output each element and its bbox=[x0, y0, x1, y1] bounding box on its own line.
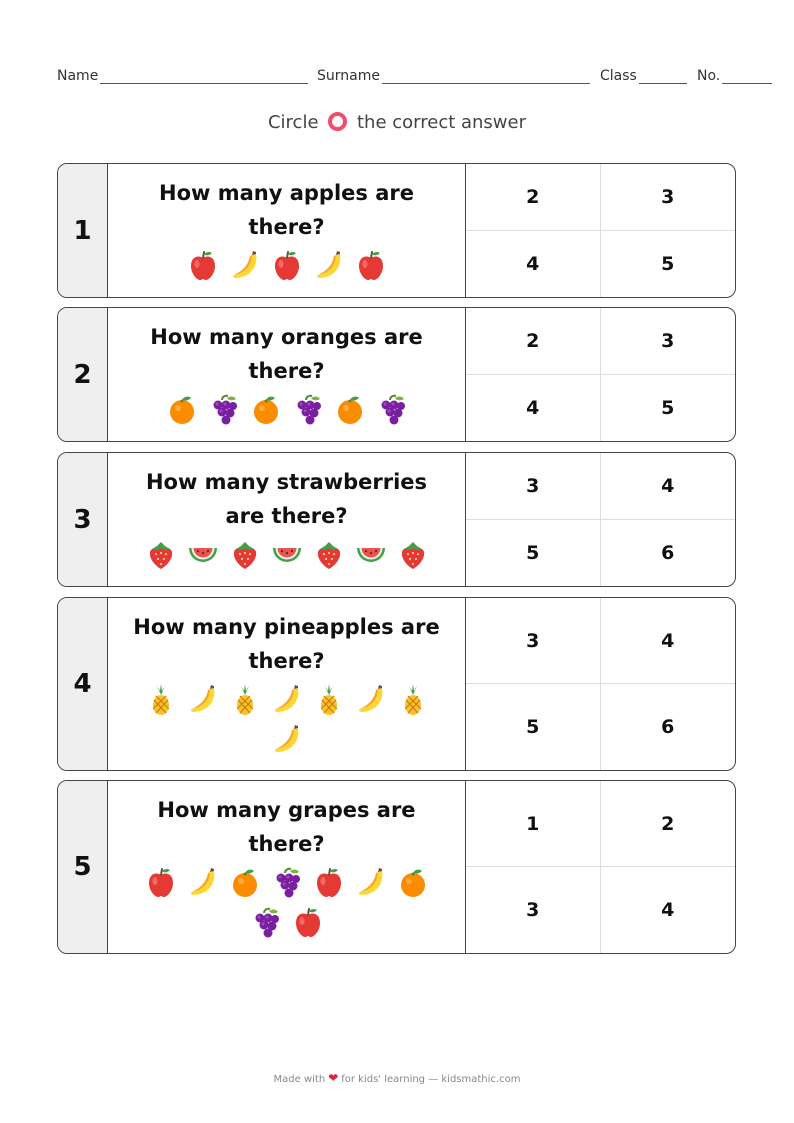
fruit-row bbox=[137, 863, 437, 943]
surname-line[interactable] bbox=[382, 70, 590, 84]
question-number: 1 bbox=[58, 164, 108, 297]
banana-icon bbox=[266, 720, 308, 760]
instruction-after: the correct answer bbox=[356, 112, 527, 133]
question-text: How many grapes are there? bbox=[157, 798, 416, 856]
no-line[interactable] bbox=[722, 70, 772, 84]
strawberry-icon bbox=[224, 535, 266, 575]
pineapple-icon bbox=[308, 680, 350, 720]
answer-option[interactable]: 2 bbox=[601, 781, 736, 867]
answer-option[interactable]: 3 bbox=[601, 164, 736, 231]
fruit-row bbox=[137, 390, 437, 430]
answer-option[interactable]: 4 bbox=[661, 899, 675, 921]
class-field[interactable] bbox=[600, 68, 687, 84]
watermelon-icon bbox=[350, 535, 392, 575]
answer-option[interactable]: 3 bbox=[466, 453, 601, 520]
answer-option[interactable]: 6 bbox=[661, 541, 675, 564]
answer-option[interactable]: 3 bbox=[466, 867, 601, 953]
question-card bbox=[57, 597, 736, 771]
pineapple-icon bbox=[392, 680, 434, 720]
question-number: 4 bbox=[58, 598, 108, 770]
class-label: Class bbox=[600, 68, 637, 84]
grapes-icon bbox=[371, 390, 413, 430]
fruit-row bbox=[137, 535, 437, 575]
question-card bbox=[57, 780, 736, 954]
grapes-icon bbox=[266, 863, 308, 903]
question-card bbox=[57, 163, 736, 298]
answer-grid bbox=[466, 781, 735, 953]
answer-option[interactable]: 5 bbox=[661, 396, 675, 419]
instruction bbox=[0, 112, 794, 133]
question-cell bbox=[108, 598, 466, 770]
circle-icon bbox=[328, 112, 347, 131]
banana-icon bbox=[350, 863, 392, 903]
grapes-icon bbox=[203, 390, 245, 430]
answer-option[interactable]: 3 bbox=[466, 598, 601, 684]
class-line[interactable] bbox=[639, 70, 687, 84]
answer-option[interactable]: 1 bbox=[466, 781, 601, 867]
instruction-before: Circle bbox=[267, 112, 319, 133]
no-label: No. bbox=[697, 68, 721, 84]
answer-option[interactable]: 4 bbox=[466, 375, 601, 442]
question-card bbox=[57, 307, 736, 442]
fruit-row bbox=[137, 680, 437, 760]
question-cell bbox=[108, 308, 466, 441]
banana-icon bbox=[308, 246, 350, 286]
answer-option[interactable]: 6 bbox=[661, 716, 675, 738]
question-text: How many pineapples are there? bbox=[133, 615, 440, 673]
question-number: 5 bbox=[58, 781, 108, 953]
answer-grid bbox=[466, 453, 735, 586]
question-cell bbox=[108, 781, 466, 953]
orange-icon bbox=[329, 390, 371, 430]
pineapple-icon bbox=[140, 680, 182, 720]
strawberry-icon bbox=[140, 535, 182, 575]
question-number: 3 bbox=[58, 453, 108, 586]
grapes-icon bbox=[245, 903, 287, 943]
answer-grid bbox=[466, 164, 735, 297]
apple-icon bbox=[287, 903, 329, 943]
apple-icon bbox=[140, 863, 182, 903]
apple-icon bbox=[182, 246, 224, 286]
answer-option[interactable]: 3 bbox=[601, 308, 736, 375]
answer-option[interactable]: 4 bbox=[601, 598, 736, 684]
question-number: 2 bbox=[58, 308, 108, 441]
surname-field[interactable] bbox=[317, 68, 590, 84]
orange-icon bbox=[392, 863, 434, 903]
banana-icon bbox=[350, 680, 392, 720]
grapes-icon bbox=[287, 390, 329, 430]
fruit-row bbox=[137, 246, 437, 286]
question-cell bbox=[108, 164, 466, 297]
answer-option[interactable]: 2 bbox=[466, 308, 601, 375]
banana-icon bbox=[266, 680, 308, 720]
answer-option[interactable]: 5 bbox=[466, 520, 601, 587]
heart-icon: ❤ bbox=[328, 1071, 339, 1085]
answer-grid bbox=[466, 308, 735, 441]
answer-option[interactable]: 4 bbox=[466, 231, 601, 298]
pineapple-icon bbox=[224, 680, 266, 720]
banana-icon bbox=[182, 680, 224, 720]
watermelon-icon bbox=[266, 535, 308, 575]
answer-option[interactable]: 2 bbox=[466, 164, 601, 231]
orange-icon bbox=[245, 390, 287, 430]
apple-icon bbox=[266, 246, 308, 286]
footer-before: Made with bbox=[273, 1074, 326, 1085]
question-card bbox=[57, 452, 736, 587]
answer-option[interactable]: 4 bbox=[601, 453, 736, 520]
answer-option[interactable]: 5 bbox=[661, 252, 675, 275]
footer-after: for kids' learning — kidsmathic.com bbox=[341, 1074, 521, 1085]
strawberry-icon bbox=[392, 535, 434, 575]
question-cell bbox=[108, 453, 466, 586]
apple-icon bbox=[350, 246, 392, 286]
question-text: How many apples are there? bbox=[159, 181, 414, 239]
surname-label: Surname bbox=[317, 68, 380, 84]
question-text: How many oranges are there? bbox=[150, 325, 423, 383]
footer bbox=[0, 1071, 794, 1085]
watermelon-icon bbox=[182, 535, 224, 575]
number-field[interactable] bbox=[697, 68, 772, 84]
question-text: How many strawberries are there? bbox=[145, 470, 428, 528]
banana-icon bbox=[224, 246, 266, 286]
name-field[interactable] bbox=[57, 68, 308, 84]
strawberry-icon bbox=[308, 535, 350, 575]
orange-icon bbox=[161, 390, 203, 430]
name-label: Name bbox=[57, 68, 99, 84]
student-info-header bbox=[57, 68, 773, 88]
orange-icon bbox=[224, 863, 266, 903]
answer-option[interactable]: 5 bbox=[466, 684, 601, 770]
apple-icon bbox=[308, 863, 350, 903]
name-line[interactable] bbox=[100, 70, 308, 84]
banana-icon bbox=[182, 863, 224, 903]
answer-grid bbox=[466, 598, 735, 770]
